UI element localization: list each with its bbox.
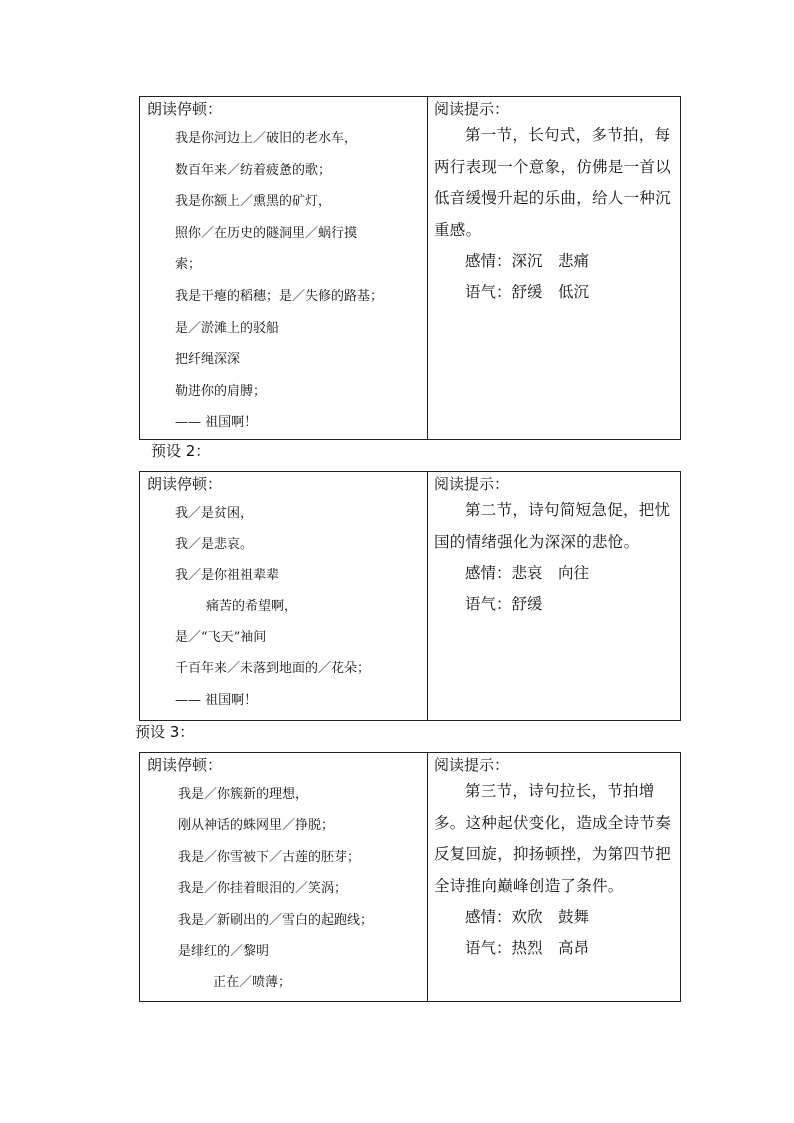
- poem-line: 我是干瘪的稻穗；是／失修的路基；: [175, 288, 384, 304]
- poem-line: 数百年来／纺着疲惫的歌；: [175, 162, 332, 178]
- hint-text: 第二节，诗句简短急促，把忧国的情绪强化为深深的悲怆。: [434, 501, 671, 551]
- poem-line: 我是／你簇新的理想，: [178, 787, 309, 802]
- poem-line: 我是／你雪被下／古莲的胚芽；: [178, 849, 361, 865]
- pause-cell: [140, 753, 428, 1002]
- hint-heading: 阅读提示：: [434, 756, 510, 774]
- poem-line: 我是／新刷出的／雪白的起跑线；: [178, 912, 374, 928]
- hint-heading: 阅读提示：: [434, 100, 510, 118]
- poem-line: 是／“飞天”袖间: [175, 630, 267, 646]
- hint-heading: 阅读提示：: [434, 475, 510, 493]
- hint-cell: [428, 97, 681, 440]
- reading-table-3: [139, 752, 681, 1002]
- emotion-text: 感情：欢欣 鼓舞: [465, 908, 590, 926]
- reading-table-1: [139, 96, 681, 440]
- poem-line: 我是你河边上／破旧的老水车，: [175, 131, 358, 146]
- poem-line: 把纤绳深深: [175, 352, 241, 368]
- hint-cell: [428, 753, 681, 1002]
- poem-line: —— 祖国啊！: [175, 692, 258, 708]
- poem-line: 正在／喷薄；: [213, 975, 292, 991]
- poem-line: 刚从神话的蛛网里／挣脱；: [178, 818, 335, 834]
- emotion-text: 感情：悲哀 向往: [465, 564, 590, 582]
- poem-line: 我是你额上／熏黑的矿灯，: [175, 194, 332, 210]
- hint-text: 第一节，长句式，多节拍，每两行表现一个意象，仿佛是一首以低音缓慢升起的乐曲，给人一种沉重感。: [434, 126, 672, 239]
- pause-heading: 朗读停顿：: [147, 475, 223, 493]
- poem-line: 索；: [175, 257, 202, 273]
- poem-line: 是绯红的／黎明: [178, 943, 270, 959]
- hint-text: 第三节，诗句拉长，节拍增多。这种起伏变化，造成全诗节奏反复回旋，抑扬顿挫，为第四节把全诗推向巅峰创造了条件。: [434, 782, 672, 895]
- poem-line: 我／是你祖祖辈辈: [175, 568, 280, 584]
- tone-text: 语气：舒缓: [465, 595, 543, 613]
- pause-heading: 朗读停顿：: [147, 100, 223, 118]
- hint-cell: [428, 472, 681, 721]
- pause-cell: [140, 97, 428, 440]
- poem-line: 我是／你挂着眼泪的／笑涡；: [178, 881, 348, 897]
- reading-table-2: [139, 471, 681, 721]
- poem-line: —— 祖国啊！: [175, 415, 258, 431]
- pause-heading: 朗读停顿：: [147, 756, 223, 774]
- poem-line: 千百年来／未落到地面的／花朵；: [175, 661, 371, 677]
- poem-line: 我／是贫困，: [175, 506, 254, 521]
- tone-text: 语气：热烈 高昂: [465, 939, 590, 957]
- poem-line: 是／淤滩上的驳船: [175, 320, 280, 336]
- tone-text: 语气：舒缓 低沉: [465, 283, 590, 301]
- pause-cell: [140, 472, 428, 721]
- poem-line: 我／是悲哀。: [175, 537, 254, 553]
- poem-line: 痛苦的希望啊，: [206, 599, 298, 615]
- poem-line: 照你／在历史的隧洞里／蜗行摸: [175, 225, 358, 241]
- preset-label-3: 预设 3：: [135, 723, 195, 741]
- preset-label-2: 预设 2：: [151, 442, 211, 460]
- emotion-text: 感情：深沉 悲痛: [465, 252, 590, 270]
- poem-line: 勒进你的肩膊；: [175, 383, 267, 399]
